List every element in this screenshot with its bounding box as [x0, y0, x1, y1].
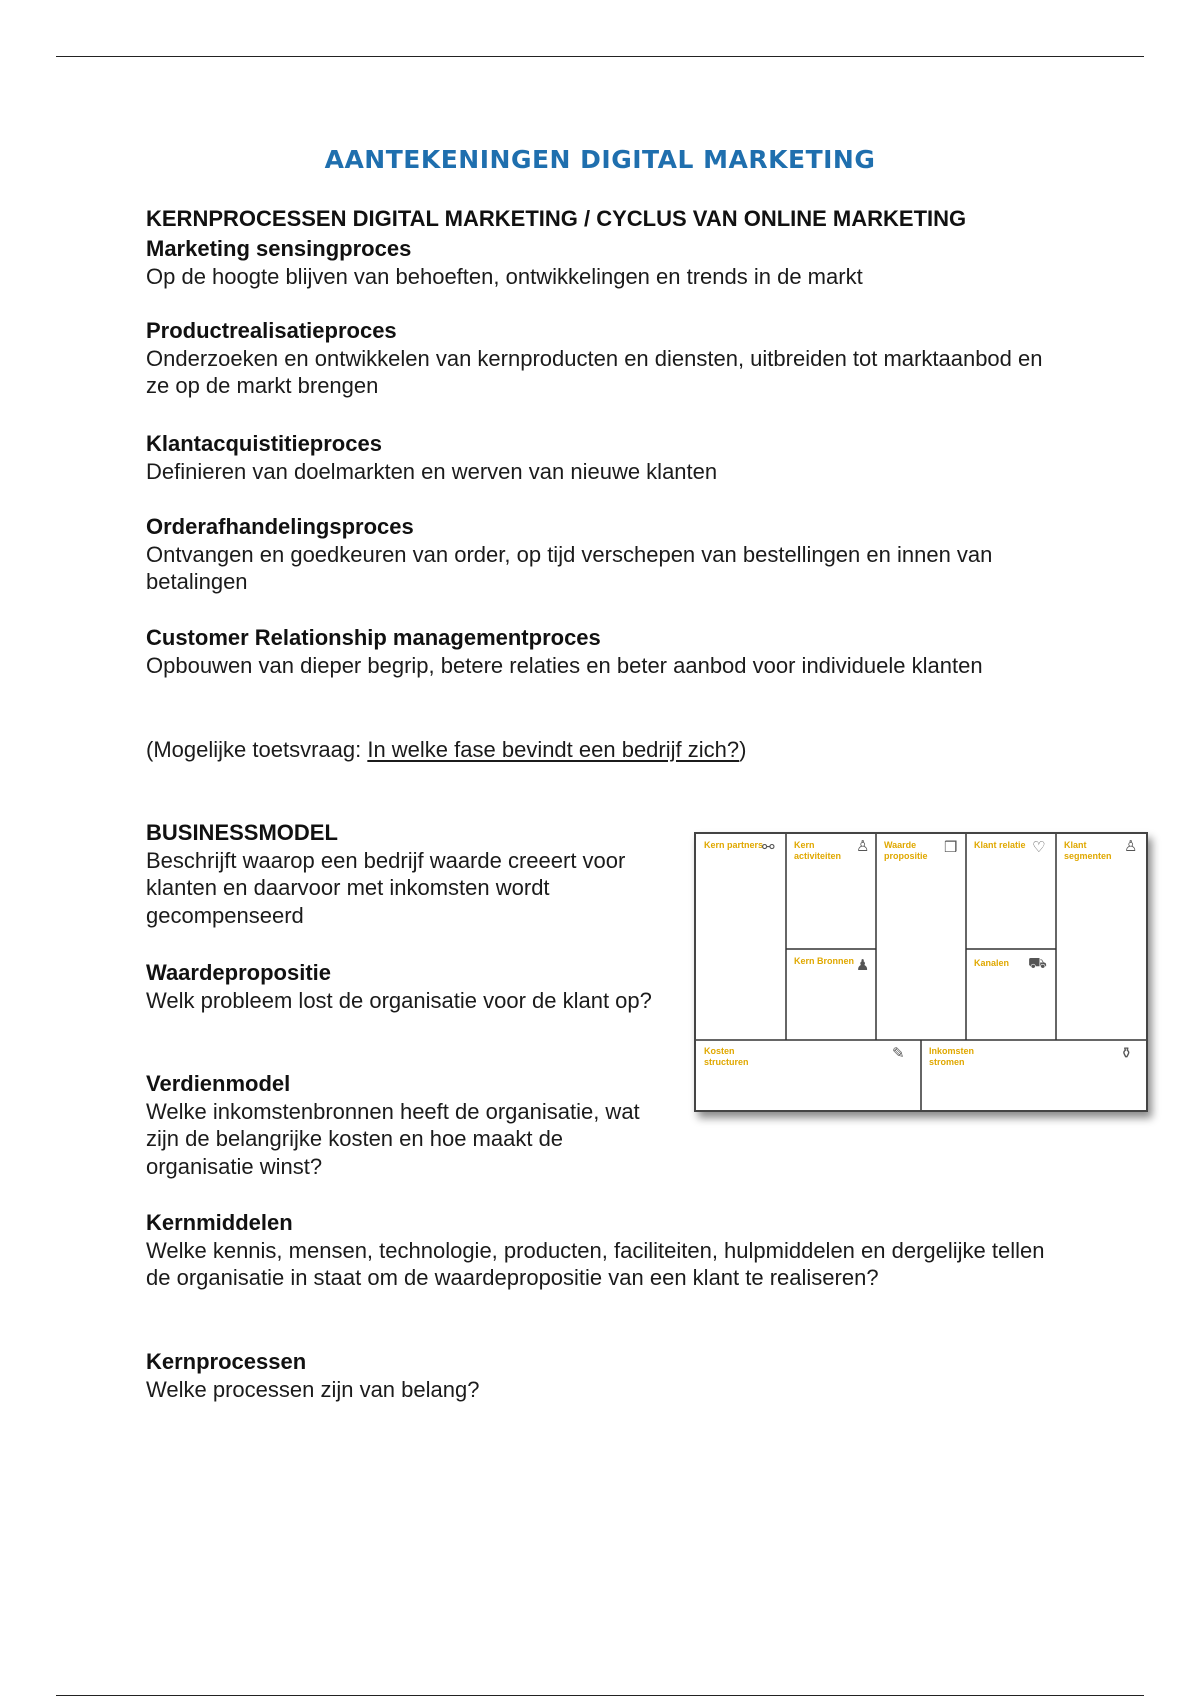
- business-text: Welke inkomstenbronnen heeft de organisatie, wat zijn de belangrijke kosten en hoe maakt de organisatie winst?: [146, 1098, 640, 1179]
- business-heading: Kernmiddelen: [146, 1210, 293, 1235]
- canvas-cell-kern-bronnen: Kern Bronnen: [794, 956, 855, 966]
- money-icon: ⚱: [1120, 1045, 1133, 1062]
- link-icon: ⚯: [762, 839, 775, 856]
- process-klantacquisitie: [146, 430, 1066, 485]
- canvas-cell-kern-partners: Kern partners: [704, 840, 764, 850]
- business-text: Welk probleem lost de organisatie voor de klant op?: [146, 987, 652, 1013]
- heart-icon: ♡: [1032, 839, 1046, 856]
- canvas-cell-waarde-propositie: Waarde propositie: [884, 840, 928, 861]
- business-text: Beschrijft waarop een bedrijf waarde creeert voor klanten en daarvoor met inkomsten wordt gecompenseerd: [146, 847, 626, 928]
- canvas-cell-klant-segmenten: Klant segmenten: [1064, 840, 1112, 861]
- process-heading: Marketing sensingproces: [146, 236, 412, 261]
- business-waardepropositie: [146, 959, 666, 1014]
- process-heading: Customer Relationship managementproces: [146, 625, 601, 650]
- gift-icon: ❒: [944, 839, 958, 856]
- question-link: In welke fase bevindt een bedrijf zich?: [367, 737, 740, 762]
- process-heading: Orderafhandelingsproces: [146, 514, 414, 539]
- exam-question: [146, 736, 746, 763]
- process-text: Ontvangen en goedkeuren van order, op tijd verschepen van bestellingen en innen van betalingen: [146, 541, 993, 594]
- canvas-cell-klant-relatie: Klant relatie: [974, 840, 1026, 850]
- process-orderafhandeling: [146, 513, 1066, 596]
- business-kernmiddelen: [146, 1209, 1066, 1292]
- canvas-grid: [696, 834, 1146, 1110]
- process-productrealisatie: [146, 317, 1066, 400]
- process-text: Op de hoogte blijven van behoeften, ontwikkelingen en trends in de markt: [146, 263, 863, 289]
- business-businessmodel: [146, 819, 666, 929]
- canvas-cell-kosten-structuren: Kosten structuren: [704, 1046, 749, 1067]
- business-heading: BUSINESSMODEL: [146, 820, 338, 845]
- business-text: Welke processen zijn van belang?: [146, 1376, 480, 1402]
- worker-icon: ♟: [856, 957, 870, 974]
- process-heading: Productrealisatieproces: [146, 318, 397, 343]
- business-text: Welke kennis, mensen, technologie, producten, faciliteiten, hulpmiddelen en dergelijke tellen de organisatie in staat om de waardepropositie van een klant te realiseren?: [146, 1237, 1045, 1290]
- business-heading: Kernprocessen: [146, 1349, 307, 1374]
- business-heading: Waardepropositie: [146, 960, 331, 985]
- header-rule: [56, 56, 1144, 57]
- section-heading-kernprocessen: KERNPROCESSEN DIGITAL MARKETING / CYCLUS VAN ONLINE MARKETING: [146, 206, 967, 231]
- process-text: Opbouwen van dieper begrip, betere relaties en beter aanbod voor individuele klanten: [146, 652, 983, 678]
- process-marketing-sensing: [146, 235, 1066, 290]
- canvas-cell-kanalen: Kanalen: [974, 958, 1010, 968]
- canvas-cell-inkomsten-stromen: Inkomsten stromen: [929, 1046, 975, 1067]
- canvas-cell-kern-activiteiten: Kern activiteiten: [794, 840, 842, 861]
- document-title: AANTEKENINGEN DIGITAL MARKETING: [324, 145, 876, 174]
- business-heading: Verdienmodel: [146, 1071, 291, 1096]
- business-kernprocessen: [146, 1348, 1066, 1403]
- process-text: Definieren van doelmarkten en werven van nieuwe klanten: [146, 458, 718, 484]
- question-prefix: (Mogelijke toetsvraag:: [146, 737, 368, 762]
- person-icon: ♙: [1124, 838, 1138, 855]
- business-model-canvas: [694, 832, 1148, 1112]
- process-text: Onderzoeken en ontwikkelen van kernproducten en diensten, uitbreiden tot marktaanbod en ze op de markt brengen: [146, 345, 1043, 398]
- business-verdienmodel: [146, 1070, 666, 1180]
- truck-icon: ⛟: [1028, 955, 1047, 972]
- process-crm: [146, 624, 1066, 679]
- tag-icon: ✎: [892, 1045, 905, 1062]
- process-heading: Klantacquistitieproces: [146, 431, 382, 456]
- person-icon: ♙: [856, 838, 870, 855]
- footer-rule: [56, 1695, 1144, 1696]
- question-suffix: ): [739, 737, 747, 762]
